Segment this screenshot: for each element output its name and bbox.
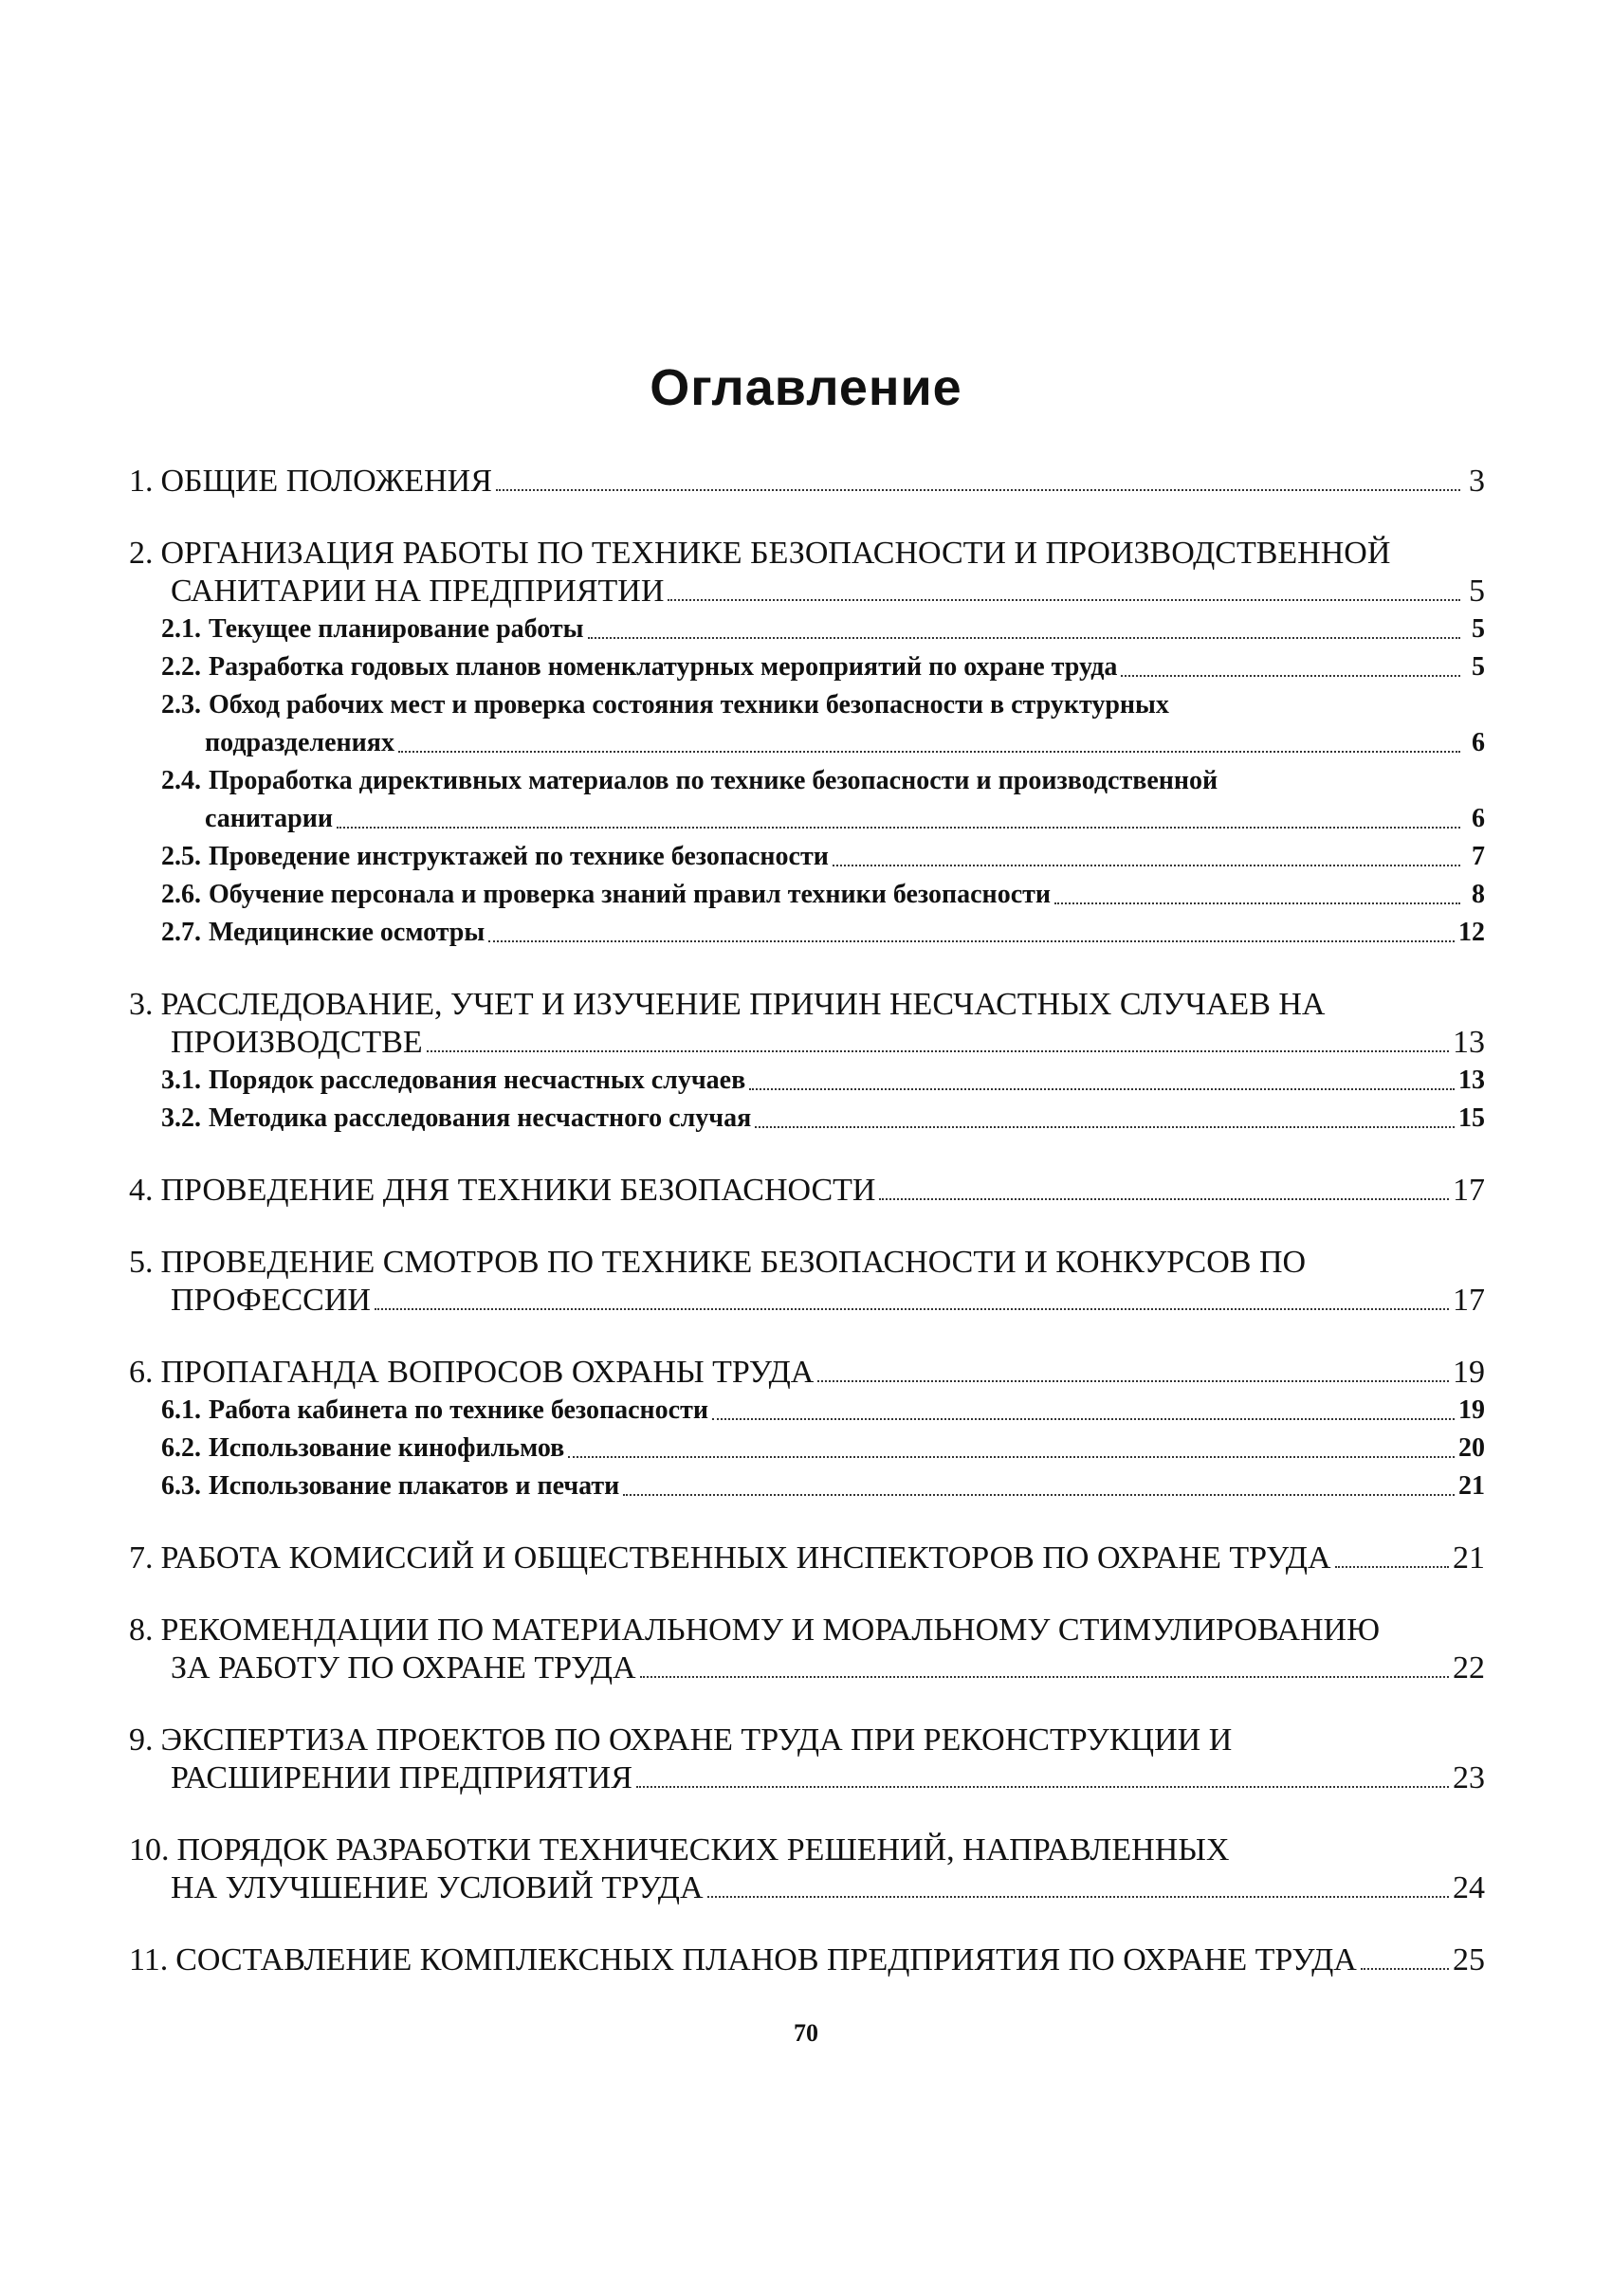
entry-number: 6.1. xyxy=(161,1395,201,1425)
entry-continuation xyxy=(129,1024,1485,1062)
entry-number: 6.3. xyxy=(161,1471,201,1501)
entry-page: 13 xyxy=(1453,1025,1485,1060)
entry-title-continued: подразделениях xyxy=(205,728,394,757)
toc-subentry xyxy=(129,876,1485,914)
entry-page: 15 xyxy=(1458,1103,1485,1133)
entry-title-continued: ПРОИЗВОДСТВЕ xyxy=(171,1025,423,1060)
toc-section xyxy=(129,1172,1485,1210)
leader-dots xyxy=(427,1050,1449,1052)
entry-number: 2.1. xyxy=(161,614,201,644)
entry-title: Методика расследования несчастного случая xyxy=(209,1103,752,1133)
entry-continuation xyxy=(129,1759,1485,1797)
entry-page: 13 xyxy=(1458,1066,1485,1095)
toc-subentry xyxy=(129,648,1485,686)
entry-number: 2.3. xyxy=(161,690,201,720)
toc-subentry xyxy=(129,1467,1485,1505)
toc-subentry xyxy=(129,1430,1485,1467)
entry-number: 2.7. xyxy=(161,918,201,947)
entry-title: Использование кинофильмов xyxy=(209,1433,565,1463)
toc-entry xyxy=(129,535,1485,573)
entry-page: 19 xyxy=(1453,1355,1485,1390)
entry-number: 4. xyxy=(129,1173,154,1208)
toc-entry xyxy=(129,1831,1485,1869)
entry-continuation xyxy=(129,1869,1485,1907)
toc-section xyxy=(129,1722,1485,1797)
entry-page: 23 xyxy=(1453,1760,1485,1795)
entry-title: Работа кабинета по технике безопасности xyxy=(209,1395,708,1425)
toc-section xyxy=(129,1941,1485,1979)
entry-number: 6. xyxy=(129,1355,154,1390)
leader-dots xyxy=(375,1308,1449,1310)
entry-page: 19 xyxy=(1458,1395,1485,1425)
entry-page: 21 xyxy=(1453,1540,1485,1576)
leader-dots xyxy=(496,489,1460,491)
toc-section xyxy=(129,1831,1485,1907)
entry-page: 20 xyxy=(1458,1433,1485,1463)
toc-subentry xyxy=(129,1062,1485,1100)
entry-title: ПРОПАГАНДА ВОПРОСОВ ОХРАНЫ ТРУДА xyxy=(160,1355,815,1390)
entry-number: 2.5. xyxy=(161,842,201,871)
leader-dots xyxy=(623,1494,1455,1496)
entry-number: 9. xyxy=(129,1722,154,1758)
entry-title-continued: НА УЛУЧШЕНИЕ УСЛОВИЙ ТРУДА xyxy=(171,1870,704,1905)
entry-continuation xyxy=(129,800,1485,838)
toc-entry xyxy=(129,1172,1485,1210)
toc-subentry xyxy=(129,686,1485,724)
toc-entry xyxy=(129,986,1485,1024)
toc-section xyxy=(129,1540,1485,1577)
leader-dots xyxy=(636,1786,1449,1788)
leader-dots xyxy=(749,1088,1455,1090)
entry-page: 3 xyxy=(1469,464,1485,499)
entry-title: РЕКОМЕНДАЦИИ ПО МАТЕРИАЛЬНОМУ И МОРАЛЬНОМУ СТИМУЛИРОВАНИЮ xyxy=(160,1613,1381,1648)
entry-number: 1. xyxy=(129,464,154,499)
entry-number: 3.2. xyxy=(161,1103,201,1133)
entry-number: 10. xyxy=(129,1832,170,1868)
toc-section xyxy=(129,1354,1485,1505)
entry-page: 5 xyxy=(1469,574,1485,609)
toc-subentry xyxy=(129,610,1485,648)
entry-page: 12 xyxy=(1458,918,1485,947)
entry-number: 3. xyxy=(129,987,154,1022)
entry-continuation xyxy=(129,1282,1485,1320)
toc-subentry xyxy=(129,838,1485,876)
entry-title: Обход рабочих мест и проверка состояния техники безопасности в структурных xyxy=(209,690,1169,720)
entry-title: Обучение персонала и проверка знаний правил техники безопасности xyxy=(209,880,1052,909)
entry-title: ЭКСПЕРТИЗА ПРОЕКТОВ ПО ОХРАНЕ ТРУДА ПРИ РЕКОНСТРУКЦИИ И xyxy=(160,1722,1233,1758)
entry-title: ПРОВЕДЕНИЕ СМОТРОВ ПО ТЕХНИКЕ БЕЗОПАСНОСТИ И КОНКУРСОВ ПО xyxy=(160,1245,1307,1280)
toc-subentry xyxy=(129,914,1485,952)
toc-entry xyxy=(129,1354,1485,1392)
entry-number: 2.2. xyxy=(161,652,201,682)
toc-entry xyxy=(129,463,1485,501)
toc-entry xyxy=(129,1612,1485,1649)
entry-continuation xyxy=(129,1649,1485,1687)
leader-dots xyxy=(817,1380,1449,1382)
entry-number: 8. xyxy=(129,1613,154,1648)
leader-dots xyxy=(488,940,1455,942)
entry-page: 22 xyxy=(1453,1650,1485,1686)
entry-title: СОСТАВЛЕНИЕ КОМПЛЕКСНЫХ ПЛАНОВ ПРЕДПРИЯТИЯ ПО ОХРАНЕ ТРУДА xyxy=(175,1942,1357,1977)
leader-dots xyxy=(398,751,1460,753)
entry-title-continued: ЗА РАБОТУ ПО ОХРАНЕ ТРУДА xyxy=(171,1650,636,1686)
table-of-contents xyxy=(129,463,1485,2014)
leader-dots xyxy=(1361,1968,1449,1970)
toc-section xyxy=(129,463,1485,501)
toc-entry xyxy=(129,1540,1485,1577)
entry-title: Медицинские осмотры xyxy=(209,918,485,947)
toc-section xyxy=(129,535,1485,952)
leader-dots xyxy=(879,1198,1449,1200)
toc-entry xyxy=(129,1722,1485,1759)
entry-page: 5 xyxy=(1472,652,1485,682)
entry-page: 6 xyxy=(1472,804,1485,833)
entry-number: 2.4. xyxy=(161,766,201,795)
entry-title: Разработка годовых планов номенклатурных мероприятий по охране труда xyxy=(209,652,1118,682)
leader-dots xyxy=(568,1456,1455,1458)
entry-title-continued: РАСШИРЕНИИ ПРЕДПРИЯТИЯ xyxy=(171,1760,632,1795)
entry-title: ОБЩИЕ ПОЛОЖЕНИЯ xyxy=(160,464,492,499)
entry-number: 11. xyxy=(129,1942,169,1977)
entry-title: Текущее планирование работы xyxy=(209,614,584,644)
page-title: Оглавление xyxy=(650,359,962,416)
leader-dots xyxy=(588,637,1460,639)
entry-page: 25 xyxy=(1453,1942,1485,1977)
leader-dots xyxy=(707,1896,1449,1898)
entry-title: Проработка директивных материалов по технике безопасности и производственной xyxy=(209,766,1218,795)
toc-section xyxy=(129,986,1485,1138)
entry-title: Порядок расследования несчастных случаев xyxy=(209,1066,746,1095)
entry-title: ПОРЯДОК РАЗРАБОТКИ ТЕХНИЧЕСКИХ РЕШЕНИЙ, НАПРАВЛЕННЫХ xyxy=(176,1832,1230,1868)
entry-number: 7. xyxy=(129,1540,154,1576)
entry-title: Проведение инструктажей по технике безопасности xyxy=(209,842,829,871)
entry-page: 7 xyxy=(1472,842,1485,871)
entry-number: 2.6. xyxy=(161,880,201,909)
entry-page: 17 xyxy=(1453,1173,1485,1208)
entry-title-continued: ПРОФЕССИИ xyxy=(171,1283,371,1318)
entry-page: 21 xyxy=(1458,1471,1485,1501)
leader-dots xyxy=(755,1126,1455,1128)
page-number: 70 xyxy=(794,2019,818,2047)
toc-section xyxy=(129,1612,1485,1687)
entry-page: 8 xyxy=(1472,880,1485,909)
entry-title: РАБОТА КОМИССИЙ И ОБЩЕСТВЕННЫХ ИНСПЕКТОРОВ ПО ОХРАНЕ ТРУДА xyxy=(160,1540,1331,1576)
entry-title: ОРГАНИЗАЦИЯ РАБОТЫ ПО ТЕХНИКЕ БЕЗОПАСНОСТИ И ПРОИЗВОДСТВЕННОЙ xyxy=(160,536,1391,571)
toc-subentry xyxy=(129,1100,1485,1138)
toc-subentry xyxy=(129,762,1485,800)
leader-dots xyxy=(1335,1566,1449,1568)
entry-number: 3.1. xyxy=(161,1066,201,1095)
entry-continuation xyxy=(129,573,1485,610)
leader-dots xyxy=(833,865,1460,866)
entry-continuation xyxy=(129,724,1485,762)
leader-dots xyxy=(1121,675,1460,677)
entry-page: 17 xyxy=(1453,1283,1485,1318)
entry-number: 5. xyxy=(129,1245,154,1280)
leader-dots xyxy=(712,1418,1455,1420)
entry-title-continued: санитарии xyxy=(205,804,333,833)
toc-subentry xyxy=(129,1392,1485,1430)
entry-number: 2. xyxy=(129,536,154,571)
entry-title: ПРОВЕДЕНИЕ ДНЯ ТЕХНИКИ БЕЗОПАСНОСТИ xyxy=(160,1173,876,1208)
leader-dots xyxy=(668,599,1460,601)
entry-title: РАССЛЕДОВАНИЕ, УЧЕТ И ИЗУЧЕНИЕ ПРИЧИН НЕСЧАСТНЫХ СЛУЧАЕВ НА xyxy=(160,987,1326,1022)
entry-page: 5 xyxy=(1472,614,1485,644)
toc-entry xyxy=(129,1244,1485,1282)
entry-page: 6 xyxy=(1472,728,1485,757)
entry-number: 6.2. xyxy=(161,1433,201,1463)
leader-dots xyxy=(1054,902,1460,904)
leader-dots xyxy=(337,827,1460,829)
toc-entry xyxy=(129,1941,1485,1979)
leader-dots xyxy=(640,1676,1449,1678)
toc-section xyxy=(129,1244,1485,1320)
entry-title-continued: САНИТАРИИ НА ПРЕДПРИЯТИИ xyxy=(171,574,665,609)
entry-title: Использование плакатов и печати xyxy=(209,1471,620,1501)
entry-page: 24 xyxy=(1453,1870,1485,1905)
